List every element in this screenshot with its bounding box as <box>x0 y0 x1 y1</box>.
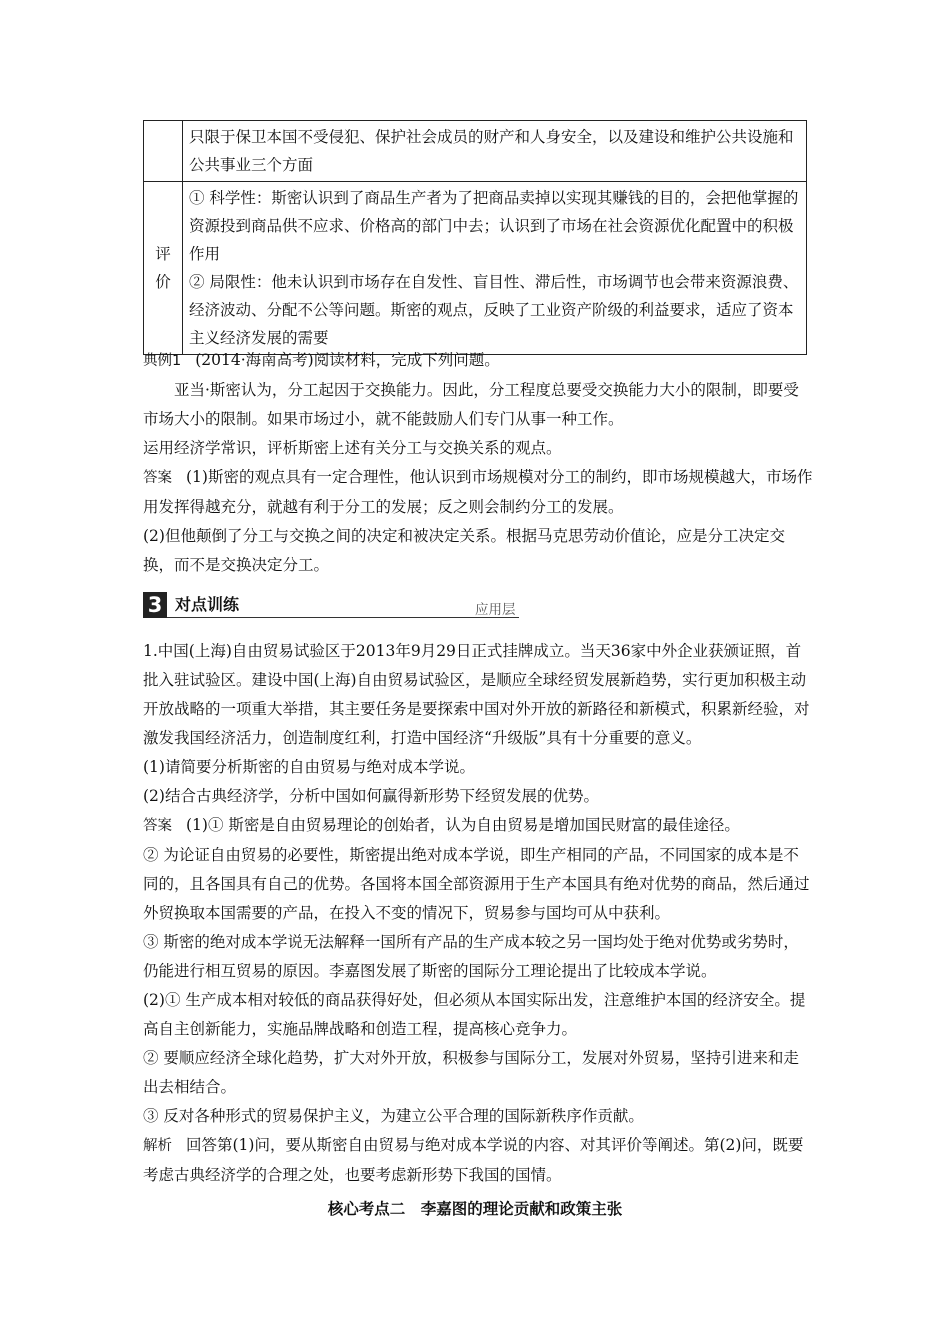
answer-label: 答案 <box>143 470 172 486</box>
table-row-header-empty <box>144 121 183 182</box>
exercise-answer-1-1 <box>143 811 813 841</box>
evaluation-point-limitation: ② 局限性：他未认识到市场存在自发性、盲目性、滞后性，市场调节也会带来资源浪费、经济波动、分配不公等问题。斯密的观点，反映了工业资产阶级的利益要求，适应了资本主义经济发展的需要 <box>189 273 799 347</box>
table-row <box>144 121 807 182</box>
section-layer-label: 应用层 <box>475 602 516 618</box>
evaluation-table <box>143 120 807 355</box>
example-answer-1 <box>143 463 813 522</box>
exercise-answer-2-1: (2)① 生产成本相对较低的商品获得好处，但必须从本国实际出发，注意维护本国的经济安全。提高自主创新能力，实施品牌战略和创造工程，提高核心竞争力。 <box>143 991 806 1038</box>
analysis-text: 回答第(1)问，要从斯密自由贸易与绝对成本学说的内容、对其评价等阐述。第(2)问，既要考虑古典经济学的合理之处，也要考虑新形势下我国的国情。 <box>143 1136 804 1184</box>
table-row <box>144 182 807 355</box>
example-material: 亚当·斯密认为，分工起因于交换能力。因此，分工程度总要受交换能力大小的限制，即要受市场大小的限制。如果市场过小，就不能鼓励人们专门从事一种工作。 <box>143 381 799 428</box>
evaluation-header-label: 评价 <box>155 245 171 291</box>
section-header <box>143 592 519 620</box>
exercise-answer-2-3: ③ 反对各种形式的贸易保护主义，为建立公平合理的国际新秩序作贡献。 <box>143 1107 644 1125</box>
answer-text: (1)① 斯密是自由贸易理论的创始者，认为自由贸易是增加国民财富的最佳途径。 <box>186 816 740 834</box>
answer-text-1: (1)斯密的观点具有一定合理性，他认识到市场规模对分工的制约，即市场规模越大，市场作用发挥得越充分，就越有利于分工的发展；反之则会制约分工的发展。 <box>143 468 813 516</box>
table-cell-evaluation <box>183 182 807 355</box>
core-topic-title: 核心考点二 李嘉图的理论贡献和政策主张 <box>327 1200 623 1218</box>
exercise-question-2: (2)结合古典经济学，分析中国如何赢得新形势下经贸发展的优势。 <box>143 787 599 805</box>
exercise-answer-2-2: ② 要顺应经济全球化趋势，扩大对外开放，积极参与国际分工，发展对外贸易，坚持引进来和走出去相结合。 <box>143 1049 799 1096</box>
analysis-label: 解析 <box>143 1138 172 1154</box>
example-question: 运用经济学常识，评析斯密上述有关分工与交换关系的观点。 <box>143 439 562 457</box>
exercise-answer-1-2: ② 为论证自由贸易的必要性，斯密提出绝对成本学说，即生产相同的产品，不同国家的成本是不同的，且各国具有自己的优势。各国将本国全部资源用于生产本国具有绝对优势的商品，然后通过外贸换取本国需要的产品，在投入不变的情况下，贸易参与国均可从中获利。 <box>143 846 810 922</box>
answer-label: 答案 <box>143 818 172 834</box>
exercise-block <box>143 637 813 1190</box>
exercise-stem: 1.中国(上海)自由贸易试验区于2013年9月29日正式挂牌成立。当天36家中外企业获颁证照，首批入驻试验区。建设中国(上海)自由贸易试验区，是顺应全球经贸发展新趋势，实行更加积极主动开放战略的一项重大举措，其主要任务是要探索中国对外开放的新路径和新模式，积累新经验，对激发我国经济活力，创造制度红利，打造中国经济“升级版”具有十分重要的意义。 <box>143 642 810 747</box>
example-block <box>143 346 813 580</box>
section-title: 对点训练 <box>175 595 240 614</box>
exercise-analysis <box>143 1131 813 1190</box>
section-underline <box>167 617 519 618</box>
exercise-question-1: (1)请简要分析斯密的自由贸易与绝对成本学说。 <box>143 758 475 776</box>
example-answer-2: (2)但他颠倒了分工与交换之间的决定和被决定关系。根据马克思劳动价值论，应是分工决定交换，而不是交换决定分工。 <box>143 527 785 574</box>
table-row-header-evaluation <box>144 182 183 355</box>
example-source: (2014·海南高考)阅读材料，完成下列问题。 <box>195 351 500 369</box>
evaluation-point-scientific: ① 科学性：斯密认识到了商品生产者为了把商品卖掉以实现其赚钱的目的，会把他掌握的资源投到商品供不应求、价格高的部门中去；认识到了市场在社会资源优化配置中的积极作用 <box>189 189 799 263</box>
exercise-answer-1-3: ③ 斯密的绝对成本学说无法解释一国所有产品的生产成本较之另一国均处于绝对优势或劣势时，仍能进行相互贸易的原因。李嘉图发展了斯密的国际分工理论提出了比较成本学说。 <box>143 933 799 980</box>
example-label: 典例1 <box>143 353 182 369</box>
section-number: 3 <box>143 592 167 618</box>
table-cell-scope: 只限于保卫本国不受侵犯、保护社会成员的财产和人身安全，以及建设和维护公共设施和公共事业三个方面 <box>183 121 807 182</box>
example-heading <box>143 346 813 376</box>
